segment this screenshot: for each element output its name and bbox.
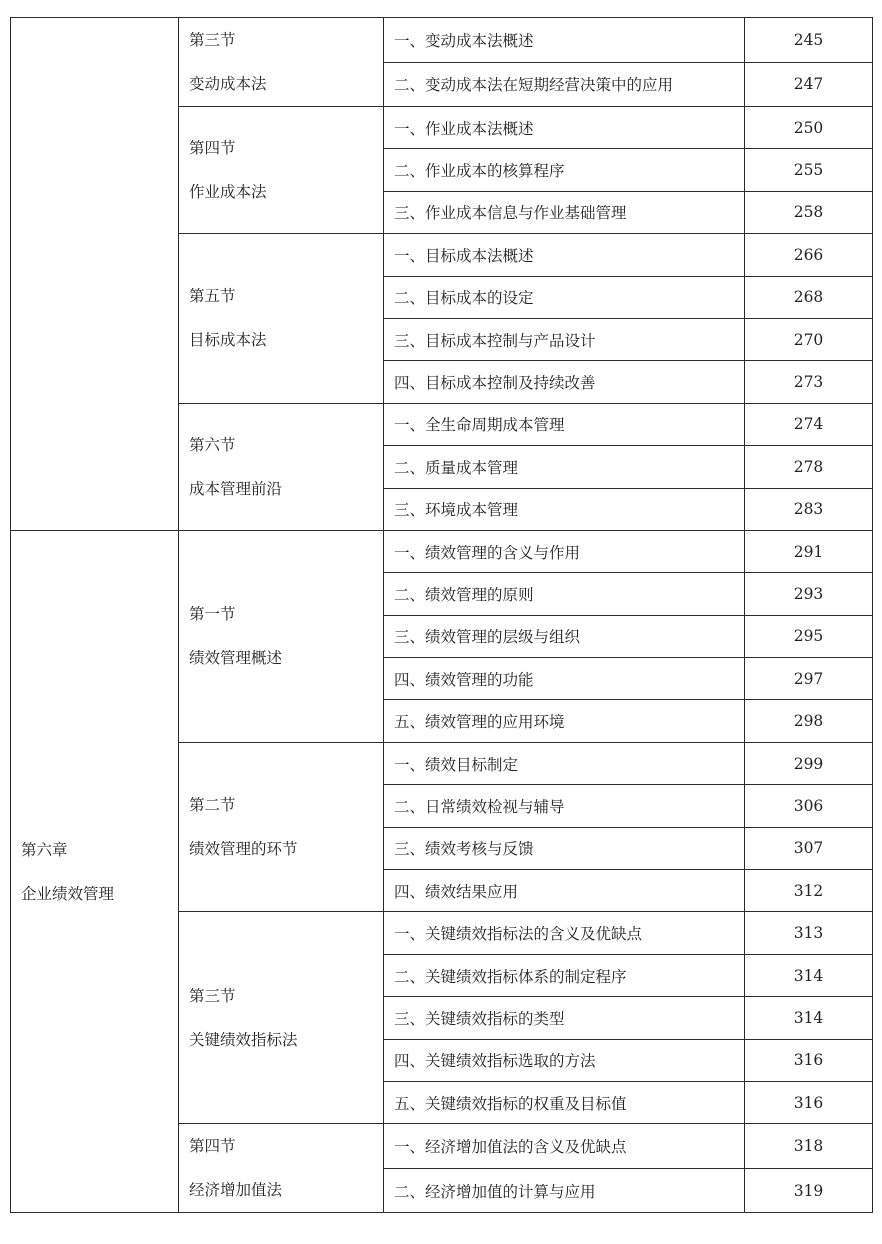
topic-title: 一、变动成本法概述: [384, 18, 745, 63]
topic-title: 五、关键绩效指标的权重及目标值: [384, 1081, 745, 1123]
page-number: 255: [745, 149, 873, 191]
page-number: 278: [745, 446, 873, 488]
section-cell: [179, 530, 384, 742]
topic-title: 一、目标成本法概述: [384, 234, 745, 276]
section-cell: [179, 403, 384, 530]
topic-title: 二、经济增加值的计算与应用: [384, 1168, 745, 1213]
page-number: 319: [745, 1168, 873, 1213]
section-title-line: 变动成本法: [189, 75, 267, 93]
page-number: 245: [745, 18, 873, 63]
section-title-line: 绩效管理的环节: [189, 840, 298, 859]
page-number: 247: [745, 62, 873, 107]
topic-title: 三、绩效考核与反馈: [384, 827, 745, 869]
page-number: 316: [745, 1039, 873, 1081]
chapter-cell: [11, 18, 179, 531]
page-number: 250: [745, 107, 873, 149]
section-title-line: 第四节: [189, 139, 236, 158]
topic-title: 二、关键绩效指标体系的制定程序: [384, 954, 745, 996]
section-title-line: 第三节: [189, 986, 236, 1005]
topic-title: 四、绩效结果应用: [384, 870, 745, 912]
page-number: 283: [745, 488, 873, 530]
page-number: 270: [745, 318, 873, 360]
chapter-title-line: 第六章: [21, 840, 68, 859]
section-cell: [179, 107, 384, 234]
topic-title: 四、目标成本控制及持续改善: [384, 361, 745, 403]
section-title-line: 成本管理前沿: [189, 479, 283, 498]
page-number: 291: [745, 530, 873, 572]
section-title-line: 目标成本法: [189, 331, 267, 350]
chapter-title-line: 企业绩效管理: [21, 884, 115, 903]
page-number: 306: [745, 785, 873, 827]
section-title-line: 第一节: [189, 605, 236, 624]
topic-title: 四、绩效管理的功能: [384, 658, 745, 700]
topic-title: 三、关键绩效指标的类型: [384, 997, 745, 1039]
page-number: 307: [745, 827, 873, 869]
page-number: 297: [745, 658, 873, 700]
page-number: 316: [745, 1081, 873, 1123]
table-row: [11, 530, 873, 572]
topic-title: 一、全生命周期成本管理: [384, 403, 745, 445]
page-number: 295: [745, 615, 873, 657]
section-title-line: 第二节: [189, 796, 236, 815]
topic-title: 一、绩效目标制定: [384, 742, 745, 784]
topic-title: 二、绩效管理的原则: [384, 573, 745, 615]
section-title-line: 绩效管理概述: [189, 649, 283, 668]
section-cell: [179, 18, 384, 107]
topic-title: 二、作业成本的核算程序: [384, 149, 745, 191]
section-title-line: 第五节: [189, 287, 236, 306]
page-number: 258: [745, 191, 873, 233]
topic-title: 五、绩效管理的应用环境: [384, 700, 745, 742]
topic-title: 一、关键绩效指标法的含义及优缺点: [384, 912, 745, 954]
page-number: 298: [745, 700, 873, 742]
topic-title: 二、目标成本的设定: [384, 276, 745, 318]
topic-title: 三、作业成本信息与作业基础管理: [384, 191, 745, 233]
section-title-line: 作业成本法: [189, 183, 267, 202]
section-cell: [179, 1124, 384, 1213]
topic-title: 三、环境成本管理: [384, 488, 745, 530]
topic-title: 一、经济增加值法的含义及优缺点: [384, 1124, 745, 1169]
topic-title: 三、绩效管理的层级与组织: [384, 615, 745, 657]
chapter-cell: [11, 530, 179, 1212]
page-number: 293: [745, 573, 873, 615]
page-number: 314: [745, 954, 873, 996]
page-number: 266: [745, 234, 873, 276]
section-title-line: 第六节: [189, 435, 236, 454]
topic-title: 一、作业成本法概述: [384, 107, 745, 149]
page-number: 312: [745, 870, 873, 912]
table-of-contents: [10, 17, 873, 1213]
section-cell: [179, 742, 384, 912]
page-number: 313: [745, 912, 873, 954]
topic-title: 四、关键绩效指标选取的方法: [384, 1039, 745, 1081]
section-title-line: 第四节: [189, 1137, 236, 1156]
section-title-line: 经济增加值法: [189, 1181, 283, 1200]
topic-title: 二、变动成本法在短期经营决策中的应用: [384, 62, 745, 107]
topic-title: 三、目标成本控制与产品设计: [384, 318, 745, 360]
table-row: [11, 18, 873, 63]
section-cell: [179, 912, 384, 1124]
topic-title: 二、日常绩效检视与辅导: [384, 785, 745, 827]
section-cell: [179, 234, 384, 404]
section-title-line: 第三节: [189, 31, 236, 49]
section-title-line: 关键绩效指标法: [189, 1030, 298, 1049]
page-number: 268: [745, 276, 873, 318]
page-number: 274: [745, 403, 873, 445]
topic-title: 一、绩效管理的含义与作用: [384, 530, 745, 572]
page-number: 314: [745, 997, 873, 1039]
page-number: 273: [745, 361, 873, 403]
topic-title: 二、质量成本管理: [384, 446, 745, 488]
page-number: 318: [745, 1124, 873, 1169]
page-number: 299: [745, 742, 873, 784]
